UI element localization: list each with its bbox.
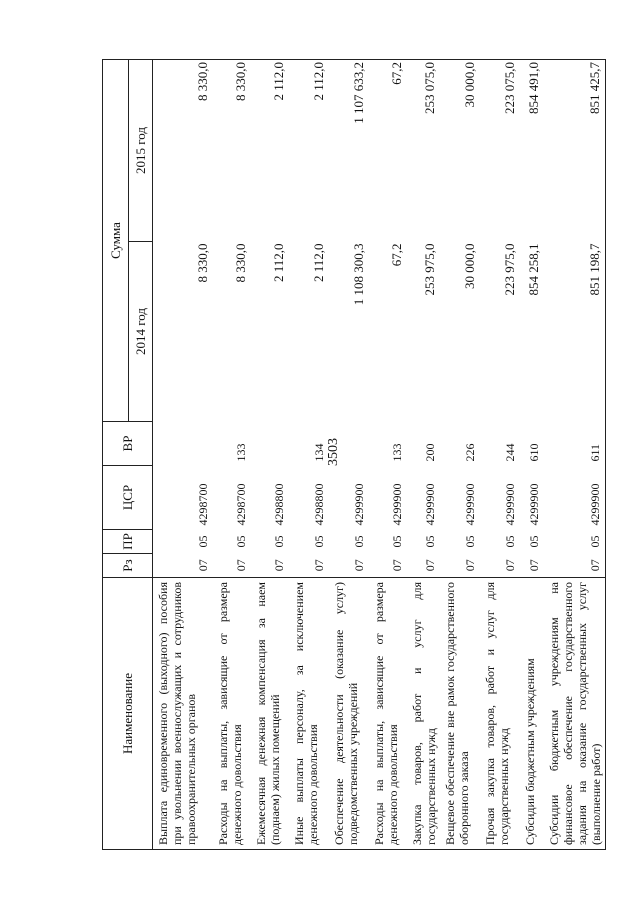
row-rz: 07 xyxy=(526,559,541,572)
page-number: 3503 xyxy=(326,438,341,466)
row-csr: 4298700 xyxy=(195,483,210,526)
row-vr xyxy=(251,422,289,466)
header-year-2015: 2015 год xyxy=(129,60,153,242)
table-row xyxy=(407,60,440,850)
row-sum-2014: 8 330,0 xyxy=(194,243,210,283)
row-vr xyxy=(153,422,213,466)
row-sum-2014: 67,2 xyxy=(388,243,404,267)
row-sum-2015: 8 330,0 xyxy=(213,60,251,242)
row-sum-2014: 1 108 300,3 xyxy=(350,243,366,306)
row-vr: 611 xyxy=(544,422,606,466)
table-row xyxy=(329,60,369,850)
row-sum-2015: 2 112,0 xyxy=(251,60,289,242)
row-sum-2015: 8 330,0 xyxy=(153,60,213,242)
row-name: Субсидии бюджетным учреждениям на финансовое обеспечение государственного задания на оказание государственных услуг (выполнение работ) xyxy=(544,578,606,850)
row-name: Закупка товаров, работ и услуг для государственных нужд xyxy=(407,578,440,850)
row-csr: 4299900 xyxy=(389,483,404,526)
header-year-2014: 2014 год xyxy=(129,242,153,422)
row-sum-2015: 2 112,0 xyxy=(289,60,329,242)
header-name: Наименование xyxy=(103,578,153,850)
row-name: Иные выплаты персоналу, за исключением денежного довольствия xyxy=(289,578,329,850)
row-csr: 4299900 xyxy=(544,466,606,530)
row-sum-2015: 30 000,0 xyxy=(440,60,480,242)
header-vr: ВР xyxy=(103,422,153,466)
budget-table xyxy=(102,59,606,850)
row-rz: 07 xyxy=(271,559,286,572)
row-sum-2015: 851 425,7 xyxy=(544,60,606,242)
table-row xyxy=(251,60,289,850)
row-rz: 07 xyxy=(233,559,248,572)
row-sum-2014: 8 330,0 xyxy=(232,243,248,283)
table-row xyxy=(520,60,544,850)
budget-table-container xyxy=(102,60,602,850)
table-row xyxy=(369,60,407,850)
row-vr: 133 xyxy=(389,443,404,462)
row-name: Субсидии бюджетным учреждениям xyxy=(520,578,544,850)
row-name: Расходы на выплаты, зависящие от размера денежного довольствия xyxy=(213,578,251,850)
row-vr: 610 xyxy=(526,443,541,462)
row-name: Обеспечение деятельности (оказание услуг) подведомственных учреждений xyxy=(329,578,369,850)
table-row xyxy=(480,60,520,850)
table-header xyxy=(103,60,153,850)
row-name: Расходы на выплаты, зависящие от размера денежного довольствия xyxy=(369,578,407,850)
table-row xyxy=(213,60,251,850)
table-row xyxy=(440,60,480,850)
row-sum-2014: 30 000,0 xyxy=(461,243,477,289)
row-pr: 05 xyxy=(389,535,404,548)
table-row xyxy=(289,60,329,850)
table-row xyxy=(153,60,213,850)
row-sum-2014: 851 198,7 xyxy=(544,242,606,422)
row-csr: 4299900 xyxy=(526,483,541,526)
row-rz: 07 xyxy=(544,554,606,578)
row-pr: 05 xyxy=(351,535,366,548)
row-csr: 4299900 xyxy=(351,483,366,526)
row-vr: 134 xyxy=(311,443,326,462)
header-sum: Сумма xyxy=(103,60,129,422)
row-sum-2015: 1 107 633,2 xyxy=(329,60,369,242)
row-sum-2014: 253 975,0 xyxy=(421,243,437,296)
row-vr: 226 xyxy=(462,443,477,462)
row-vr: 133 xyxy=(233,443,248,462)
row-vr xyxy=(329,422,369,466)
row-sum-2014: 223 975,0 xyxy=(501,243,517,296)
row-pr: 05 xyxy=(544,530,606,554)
row-pr: 05 xyxy=(502,535,517,548)
row-name: Ежемесячная денежная компенсация за наем (поднаем) жилых помещений xyxy=(251,578,289,850)
row-pr: 05 xyxy=(195,535,210,548)
row-sum-2015: 223 075,0 xyxy=(480,60,520,242)
row-pr: 05 xyxy=(233,535,248,548)
row-vr: 200 xyxy=(422,443,437,462)
row-pr: 05 xyxy=(526,535,541,548)
row-rz: 07 xyxy=(389,559,404,572)
row-csr: 4298800 xyxy=(311,483,326,526)
row-vr: 244 xyxy=(502,443,517,462)
row-pr: 05 xyxy=(311,535,326,548)
row-csr: 4298700 xyxy=(233,483,248,526)
row-sum-2015: 67,2 xyxy=(369,60,407,242)
row-rz: 07 xyxy=(351,559,366,572)
table-body xyxy=(153,60,606,850)
row-sum-2015: 253 075,0 xyxy=(407,60,440,242)
row-pr: 05 xyxy=(271,535,286,548)
row-name: Вещевое обеспечение вне рамок государственного оборонного заказа xyxy=(440,578,480,850)
row-rz: 07 xyxy=(502,559,517,572)
row-csr: 4299900 xyxy=(422,483,437,526)
row-csr: 4299900 xyxy=(502,483,517,526)
row-sum-2014: 2 112,0 xyxy=(310,243,326,283)
row-sum-2015: 854 491,0 xyxy=(520,60,544,242)
row-pr: 05 xyxy=(462,535,477,548)
row-rz: 07 xyxy=(311,559,326,572)
row-pr: 05 xyxy=(422,535,437,548)
header-csr: ЦСР xyxy=(103,466,153,530)
row-csr: 4298800 xyxy=(271,483,286,526)
row-rz: 07 xyxy=(462,559,477,572)
row-csr: 4299900 xyxy=(462,483,477,526)
row-rz: 07 xyxy=(422,559,437,572)
header-pr: ПР xyxy=(103,530,153,554)
table-row xyxy=(544,60,606,850)
row-rz: 07 xyxy=(195,559,210,572)
row-name: Прочая закупка товаров, работ и услуг для государственных нужд xyxy=(480,578,520,850)
row-sum-2014: 2 112,0 xyxy=(270,243,286,283)
row-name: Выплата единовременного (выходного) пособия при увольнении военнослужащих и сотрудников правоохранительных органов xyxy=(153,578,213,850)
header-rz: Рз xyxy=(103,554,153,578)
row-sum-2014: 854 258,1 xyxy=(525,243,541,296)
